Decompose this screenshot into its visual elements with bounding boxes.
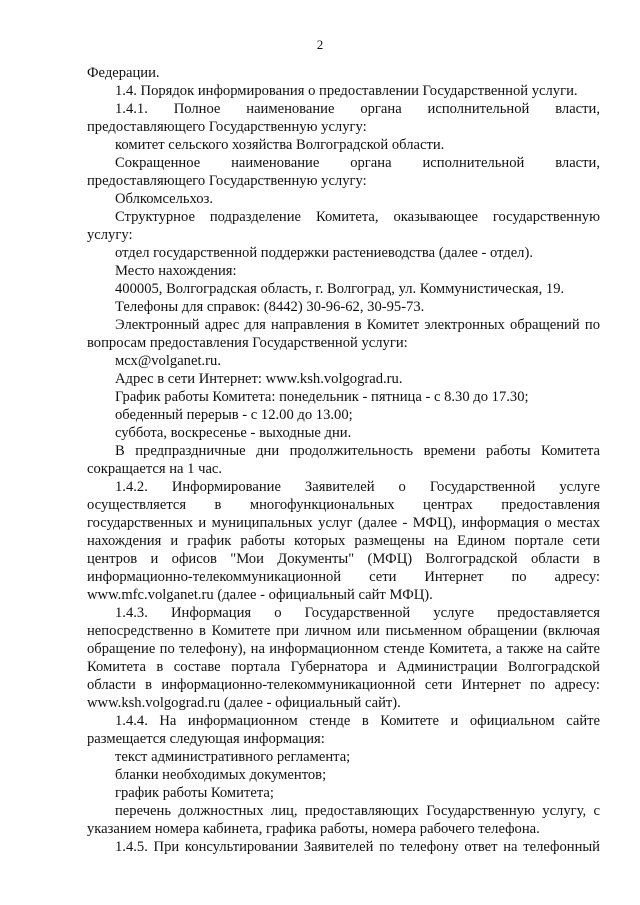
paragraph: Адрес в сети Интернет: www.ksh.volgograd.ru. — [115, 371, 403, 387]
paragraph: 1.4.4. На информационном стенде в Комитете и официальном сайте размещается следующая информация: — [87, 713, 600, 747]
paragraph: 1.4.1. Полное наименование органа исполнительной власти, предоставляющего Государственную услугу: — [87, 101, 600, 135]
paragraph: В предпраздничные дни продолжительность времени работы Комитета сокращается на 1 час. — [87, 443, 600, 477]
paragraph: Структурное подразделение Комитета, оказывающее государственную услугу: — [87, 209, 600, 243]
paragraph: отдел государственной поддержки растениеводства (далее - отдел). — [115, 245, 533, 261]
paragraph: перечень должностных лиц, предоставляющих Государственную услугу, с указанием номера кабинета, графика работы, номера рабочего телефона. — [87, 803, 600, 837]
paragraph: 1.4.2. Информирование Заявителей о Государственной услуге осуществляется в многофункциональных центрах предоставления государственных и муниципальных услуг (далее - МФЦ), информация о местах нахождения и график работы которых размещены на Едином портале сети центров и офисов "Мои Документы" (МФЦ) Волгоградской области в информационно-телекоммуникационной сети Интернет по адресу: www.mfc.volganet.ru (далее - официальный сайт МФЦ). — [87, 479, 600, 603]
paragraph: 400005, Волгоградская область, г. Волгоград, ул. Коммунистическая, 19. — [115, 281, 565, 297]
paragraph: обеденный перерыв - с 12.00 до 13.00; — [115, 407, 353, 423]
paragraph: Сокращенное наименование органа исполнительной власти, предоставляющего Государственную услугу: — [87, 155, 600, 189]
paragraph: график работы Комитета; — [115, 785, 274, 801]
paragraph: Федерации. — [87, 65, 160, 81]
paragraph: Облкомсельхоз. — [115, 191, 214, 207]
paragraph: График работы Комитета: понедельник - пятница - с 8.30 до 17.30; — [115, 389, 529, 405]
document-body — [87, 64, 600, 856]
paragraph: Место нахождения: — [115, 263, 237, 279]
paragraph: комитет сельского хозяйства Волгоградской области. — [115, 137, 445, 153]
paragraph: Электронный адрес для направления в Комитет электронных обращений по вопросам предоставления Государственной услуги: — [87, 317, 600, 351]
page-number: 2 — [316, 37, 324, 52]
paragraph: бланки необходимых документов; — [115, 767, 327, 783]
paragraph: Телефоны для справок: (8442) 30-96-62, 30-95-73. — [115, 299, 425, 315]
paragraph: мсх@volganet.ru. — [115, 353, 221, 369]
paragraph: текст административного регламента; — [115, 749, 351, 765]
paragraph: 1.4.5. При консультировании Заявителей по телефону ответ на телефонный — [115, 839, 600, 855]
paragraph: 1.4.3. Информация о Государственной услуге предоставляется непосредственно в Комитете при личном или письменном обращении (включая обращение по телефону), на информационном стенде Комитета, а также на сайте Комитета в составе портала Губернатора и Администрации Волгоградской области в информационно-телекоммуникационной сети Интернет по адресу: www.ksh.volgograd.ru (далее - официальный сайт). — [87, 605, 600, 711]
paragraph: 1.4. Порядок информирования о предоставлении Государственной услуги. — [115, 83, 578, 99]
paragraph: суббота, воскресенье - выходные дни. — [115, 425, 352, 441]
